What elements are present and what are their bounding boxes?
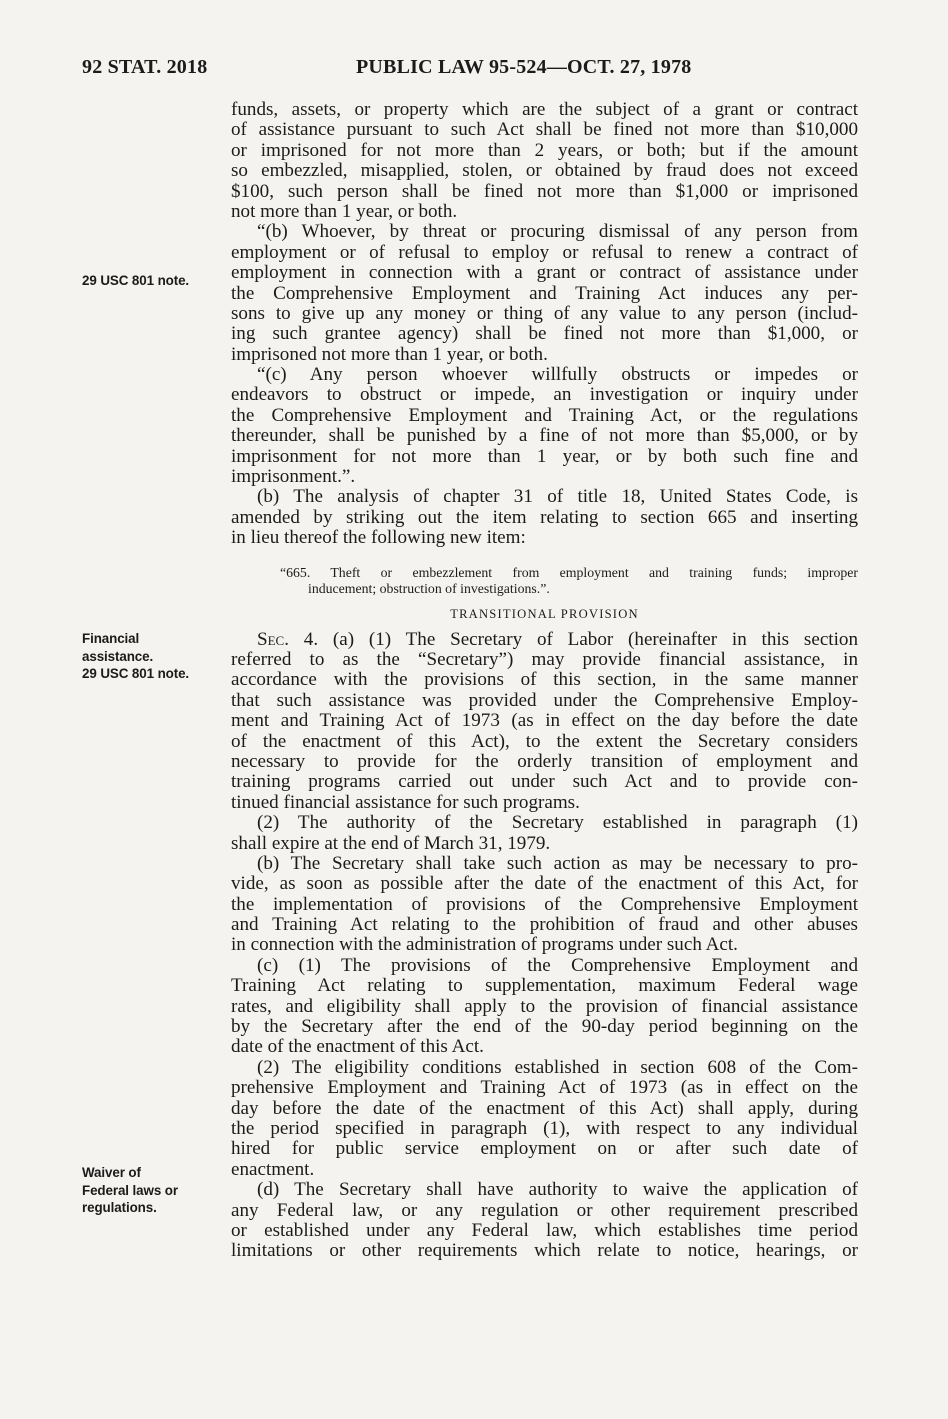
margin-note-line: Federal laws or: [82, 1182, 178, 1198]
text-line: any Federal law, or any regulation or other requirement prescribed: [231, 1200, 858, 1221]
text-line: vide, as soon as possible after the date of the enactment of this Act, for: [231, 874, 858, 895]
text-line: training programs carried out under such Act and to provide con-: [231, 772, 858, 793]
text-line: shall expire at the end of March 31, 1979.: [231, 833, 551, 854]
text-line: (2) The authority of the Secretary established in paragraph (1): [257, 813, 858, 834]
text-line: referred to as the “Secretary”) may provide financial assistance, in: [231, 649, 858, 670]
text-line: tinued financial assistance for such programs.: [231, 792, 580, 813]
text-line: limitations or other requirements which relate to notice, hearings, or: [231, 1241, 858, 1262]
text-line: employment or of refusal to employ or refusal to renew a contract of: [231, 242, 858, 263]
text-line: (c) (1) The provisions of the Comprehensive Employment and: [257, 955, 858, 976]
margin-note-29-usc-801: [82, 272, 189, 290]
text-line: ing such grantee agency) shall be fined not more than $1,000, or: [231, 324, 858, 345]
text-line: not more than 1 year, or both.: [231, 201, 458, 222]
text-line: Training Act relating to supplementation, maximum Federal wage: [231, 976, 858, 997]
text-line: so embezzled, misapplied, stolen, or obtained by fraud does not exceed: [231, 161, 858, 182]
text-line: ment and Training Act of 1973 (as in effect on the day before the date: [231, 711, 858, 732]
text-line: date of the enactment of this Act.: [231, 1037, 484, 1058]
paragraph-analysis-amendment: [231, 487, 858, 548]
text-line: imprisonment for not more than 1 year, or by both such fine and: [231, 446, 858, 467]
text-line: the period specified in paragraph (1), with respect to any individual: [231, 1118, 858, 1139]
paragraph-continuation: [231, 100, 858, 222]
text-line: necessary to provide for the orderly transition of employment and: [231, 751, 858, 772]
text-line: that such assistance was provided under the Comprehensive Employ-: [231, 690, 858, 711]
text-line: (b) The analysis of chapter 31 of title 18, United States Code, is: [257, 487, 858, 508]
text-line: accordance with the provisions of this section, in the same manner: [231, 670, 858, 691]
text-line: the Comprehensive Employment and Training Act, or the regulations: [231, 405, 858, 426]
text-line: prehensive Employment and Training Act of 1973 (as in effect on the: [231, 1078, 858, 1099]
text-line: (b) The Secretary shall take such action as may be necessary to pro-: [257, 853, 858, 874]
text-line: of assistance pursuant to such Act shall be fined not more than $10,000: [231, 120, 858, 141]
text-line: or imprisoned for not more than 2 years, or both; but if the amount: [231, 140, 858, 161]
text-line: thereunder, shall be punished by a fine of not more than $5,000, or by: [231, 426, 858, 447]
text-line: in lieu thereof the following new item:: [231, 528, 526, 549]
text-line: [231, 630, 858, 650]
text-line: of the enactment of this Act), to the extent the Secretary considers: [231, 731, 858, 752]
text-line: “(b) Whoever, by threat or procuring dismissal of any person from: [257, 222, 858, 243]
margin-note-waiver: [82, 1164, 178, 1217]
new-chapter-item: [231, 565, 858, 597]
text-line: rates, and eligibility shall apply to the provision of financial assistance: [231, 996, 858, 1017]
paragraph-section-4b: [231, 854, 858, 956]
text-line: in connection with the administration of programs under such Act.: [231, 935, 738, 956]
text-line: amended by striking out the item relating to section 665 and inserting: [231, 507, 858, 528]
statute-page-number: 92 STAT. 2018: [82, 56, 208, 78]
paragraph-section-4a2: [231, 813, 858, 854]
text-line: sons to give up any money or thing of any value to any person (includ-: [231, 303, 858, 324]
text-line: funds, assets, or property which are the subject of a grant or contract: [231, 100, 858, 120]
text-line: employment in connection with a grant or contract of assistance under: [231, 263, 858, 284]
section-text: (a) (1) The Secretary of Labor (hereinafter in this section: [318, 629, 858, 650]
margin-note-line: regulations.: [82, 1200, 157, 1215]
item-line: “665. Theft or embezzlement from employment and training funds; improper: [280, 564, 858, 580]
margin-note-line: 29 USC 801 note.: [82, 666, 190, 681]
text-line: the Comprehensive Employment and Training Act induces any per-: [231, 283, 858, 304]
text-line: imprisoned not more than 1 year, or both.: [231, 344, 548, 365]
text-line: the implementation of provisions of the Comprehensive Employment: [231, 894, 858, 915]
statute-body: [231, 100, 858, 1262]
text-line: by the Secretary after the end of the 90-day period beginning on the: [231, 1017, 858, 1038]
section-label: Sec. 4.: [257, 629, 319, 650]
text-line: (2) The eligibility conditions established in section 608 of the Com-: [257, 1057, 858, 1078]
running-header-title: PUBLIC LAW 95-524—OCT. 27, 1978: [356, 56, 692, 78]
section-heading: TRANSITIONAL PROVISION: [450, 606, 639, 621]
text-line: enactment.: [231, 1159, 315, 1180]
margin-note-line: assistance.: [82, 648, 154, 664]
paragraph-section-4a: [231, 630, 858, 814]
margin-note-line: Financial: [82, 631, 140, 646]
paragraph-section-4d: [231, 1180, 858, 1262]
margin-note-text: 29 USC 801 note.: [82, 273, 190, 288]
text-line: endeavors to obstruct or impede, an investigation or inquiry under: [231, 385, 858, 406]
margin-note-financial-assistance: [82, 630, 189, 683]
text-line: $100, such person shall be fined not more than $1,000 or imprisoned: [231, 181, 858, 202]
text-line: imprisonment.”.: [231, 467, 356, 488]
text-line: “(c) Any person whoever willfully obstructs or impedes or: [257, 365, 858, 386]
paragraph-section-4c2: [231, 1058, 858, 1180]
margin-note-line: Waiver of: [82, 1165, 141, 1180]
text-line: hired for public service employment on or after such date of: [231, 1139, 858, 1160]
item-line: inducement; obstruction of investigations.”.: [308, 580, 550, 596]
text-line: (d) The Secretary shall have authority to waive the application of: [257, 1180, 858, 1201]
paragraph-section-4c1: [231, 956, 858, 1058]
paragraph-subsection-c: [231, 365, 858, 487]
paragraph-subsection-b: [231, 222, 858, 365]
text-line: and Training Act relating to the prohibition of fraud and other abuses: [231, 915, 858, 936]
text-line: day before the date of the enactment of this Act) shall apply, during: [231, 1098, 858, 1119]
text-line: or established under any Federal law, which establishes time period: [231, 1220, 858, 1241]
